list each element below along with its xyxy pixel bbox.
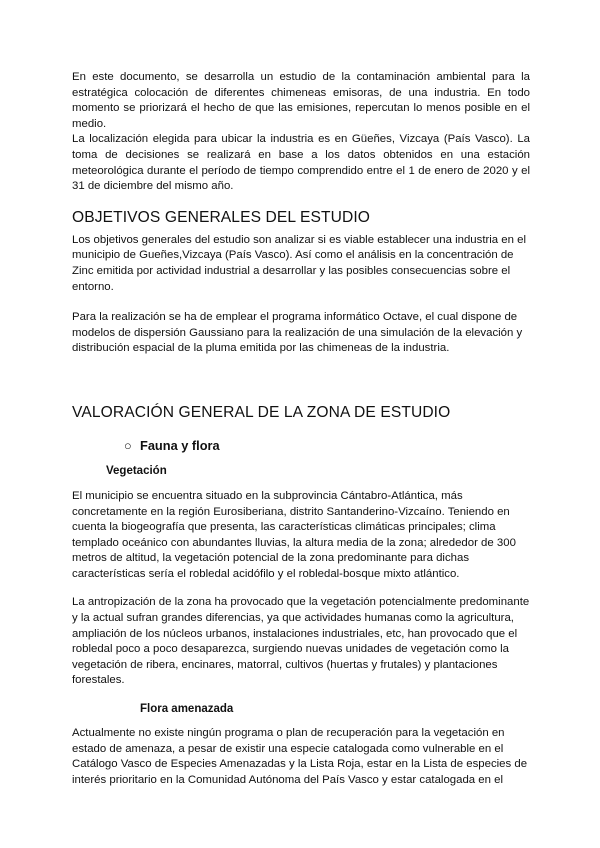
vegetacion-paragraph-2: La antropización de la zona ha provocado que la vegetación potencialmente predominante y la actual sufran grandes diferencias, ya que actividades humanas como la agricultura, ampliación de los núcleos urbanos, instalaciones industriales, etc, han provocado que el robledal poco a poco desaparezca, surgiendo nuevas unidades de vegetación como la vegetación de ribera, encinares, matorral, cultivos (huertas y frutales) y plantaciones forestales. [72,596,530,687]
document-page [72,70,530,788]
objetivos-paragraph-2: Para la realización se ha de emplear el programa informático Octave, el cual dispone de modelos de dispersión Gaussiano para la realización de una simulación de la elevación y distribución espacial de la pluma emitida por las chimeneas de la industria. [72,311,523,355]
hollow-circle-bullet-icon: ○ [124,437,132,453]
vegetacion-heading: Vegetación [106,464,167,477]
objetivos-paragraph-1: Los objetivos generales del estudio son analizar si es viable establecer una industria en el municipio de Gueñes,Vizcaya (País Vasco). Así como el análisis en la concentración de Zinc emitida por actividad industrial a desarrollar y las posibles consecuencias sobre el entorno. [72,233,527,293]
vegetacion-paragraph-1: El municipio se encuentra situado en la subprovincia Cántabro-Atlántica, más concretamente en la región Eurosiberiana, distrito Santanderino-Vizcaíno. Teniendo en cuenta la biogeografía que presenta, las características climáticas principales; clima templado oceánico con abundantes lluvias, la altura media de la zona; alrededor de 300 metros de altitud, la vegetación potencial de la zona predominante para dichas características sería el robledal acidófilo y el robledal-bosque mixto atlántico. [72,489,516,580]
flora-amenazada-heading: Flora amenazada [140,703,234,716]
fauna-flora-label: Fauna y flora [140,437,220,453]
intro-paragraph-1: En este documento, se desarrolla un estudio de la contaminación ambiental para la estratégica colocación de diferentes chimeneas emisoras, de una industria. En todo momento se priorizará el hecho de que las emisiones, repercutan lo menos posible en el medio. [72,71,530,130]
flora-paragraph-1: Actualmente no existe ningún programa o plan de recuperación para la vegetación en estado de amenaza, a pesar de existir una especie catalogada como vulnerable en el Catálogo Vasco de Especies Amenazadas y la Lista Roja, estar en la Lista de especies de interés prioritario en la Comunidad Autónoma del País Vasco y estar catalogada en el [72,727,528,786]
intro-paragraph-2: La localización elegida para ubicar la industria es en Güeñes, Vizcaya (País Vasco). La toma de decisiones se realizará en base a los datos obtenidos en una estación meteorológica durante el período de tiempo comprendido entre el 1 de enero de 2020 y el 31 de diciembre del mismo año. [72,133,530,193]
valoracion-heading: VALORACIÓN GENERAL DE LA ZONA DE ESTUDIO [72,403,451,421]
objetivos-heading: OBJETIVOS GENERALES DEL ESTUDIO [72,208,371,226]
fauna-flora-bullet [72,438,530,453]
